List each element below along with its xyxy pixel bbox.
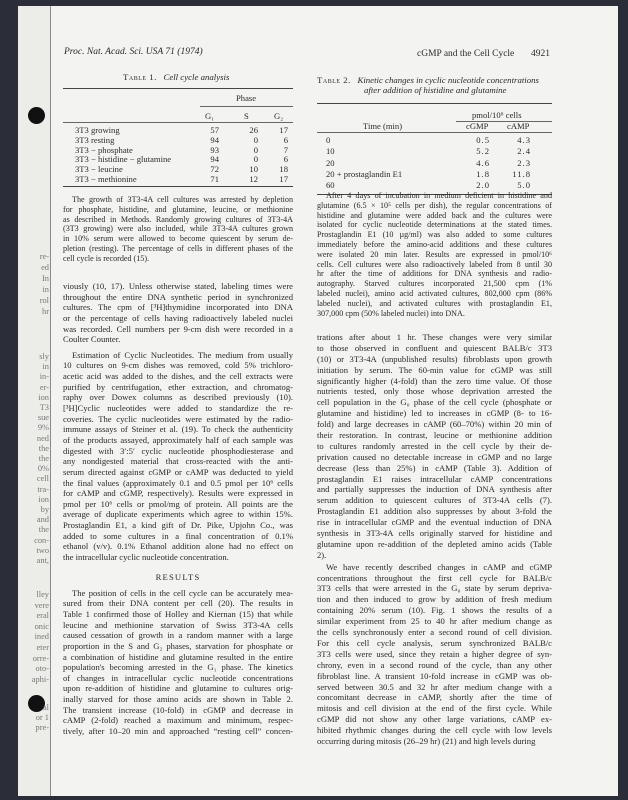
margin-fragment: ant, xyxy=(36,556,49,565)
text-line: served between 30.5 and 32 hr after medium change with a xyxy=(317,681,552,692)
unit-header: pmol/10⁶ cells xyxy=(472,110,522,120)
margin-fragment: and xyxy=(36,515,49,525)
text-line: Table 1 confirmed those of Holley and Kiernan (15) that while xyxy=(63,608,293,619)
margin-fragment: lley xyxy=(36,590,49,599)
cell-value: 1.8 xyxy=(476,168,490,179)
cell-value: 12 xyxy=(249,174,258,184)
text-line: The position of cells in the cell cycle can be accurately mea- xyxy=(72,587,293,598)
column-header: cAMP xyxy=(507,121,530,131)
text-line: The growth of 3T3-4A cell cultures was arrested by depletion xyxy=(72,195,293,204)
cell-value: 0 xyxy=(253,154,258,165)
text-line: for phosphate, histidine, and glutamine, leucine, or methionine xyxy=(63,204,293,214)
text-line: Coulter Counter. xyxy=(63,334,121,345)
text-line: to cultures randomly arrested in the cell cycle by their de- xyxy=(317,440,552,451)
cell-value: 10 xyxy=(249,164,258,175)
text-line: hr after the time of additions for DNA synthesis and radio- xyxy=(317,269,552,279)
time-value: 20 + prostaglandin E1 xyxy=(326,168,403,179)
margin-fragment: eter xyxy=(36,643,49,652)
table-2-caption xyxy=(317,191,552,318)
margin-fragment: vere xyxy=(34,600,49,610)
time-header: Time (min) xyxy=(363,121,403,131)
text-line: digested with 3′:5′ cyclic nucleotide phosphodiesterase and xyxy=(63,445,293,456)
text-line: inally starved for those amino acids are shown in Table 2. xyxy=(63,694,293,705)
table-label: Table 1. xyxy=(123,72,157,82)
text-line: For this cell cycle analysis, serum synchronized BALB/c xyxy=(317,637,552,648)
text-line: containing 20% serum (10). Fig. 1 shows the results of a xyxy=(317,605,552,616)
cell-value: 18 xyxy=(279,164,288,175)
text-line: decrease (less than 25%) in cAMP (Table 3). Addition of xyxy=(317,462,552,473)
text-line: trations after about 1 hr. These changes were very similar xyxy=(317,332,552,342)
margin-fragment: re- xyxy=(39,252,49,261)
text-line: of the products assayed, approximately half of each sample was xyxy=(63,434,293,445)
text-line: glutamine and histidine) led to increases in cGMP (8- to 16- xyxy=(317,408,552,419)
margin-fragment: ined xyxy=(34,632,49,642)
cell-value: 57 xyxy=(210,125,219,135)
margin-fragment: rol xyxy=(39,296,49,305)
margin-fragment: in xyxy=(42,285,49,294)
row-label: 3T3 resting xyxy=(75,134,115,145)
text-line: of changes in intracellular cyclic nucleotide concentrations xyxy=(63,672,293,683)
text-line: acetic acid was added to the dishes, and the cell extracts were xyxy=(63,371,293,382)
text-line: in 10% serum were allowed to become quiescent by serum de- xyxy=(63,234,293,244)
table-title-line: after addition of histidine and glutamine xyxy=(364,85,507,95)
cell-value: 4.3 xyxy=(517,135,531,145)
cell-value: 71 xyxy=(210,174,219,184)
paragraph-cell-cycle xyxy=(317,562,552,747)
column-header: G₁ xyxy=(205,111,215,121)
text-line: the intracellular cyclic nucleotide concentration. xyxy=(63,552,229,563)
text-line: fold) and large decreases in cAMP (60–70%) within 20 min of xyxy=(317,419,552,430)
text-line: (3T3 growing) were also included, while 3T3-4A cultures grown xyxy=(63,224,293,234)
cell-value: 26 xyxy=(249,125,258,135)
time-value: 60 xyxy=(326,180,335,191)
text-line: serum directed against cGMP or cAMP was deducted to yield xyxy=(63,466,293,477)
text-line: pmol per 10⁶ cells or pmol/mg of protein. All points are the xyxy=(63,498,293,509)
running-title: cGMP and the Cell Cycle xyxy=(417,49,515,59)
text-line: viously (10, 17). Unless otherwise stated, labeling times were xyxy=(63,281,293,291)
cell-value: 4.6 xyxy=(476,157,490,168)
table-title-line: Kinetic changes in cyclic nucleotide concentrations xyxy=(357,75,539,85)
text-line: added to some cultures in a final concentration of 0.1% xyxy=(63,530,293,541)
text-line: immune assays of Steiner et al. (19). To check the authenticity xyxy=(63,424,293,435)
margin-fragment: eral xyxy=(36,611,49,621)
cell-value: 6 xyxy=(283,134,288,145)
cell-value: 6 xyxy=(283,154,288,165)
cell-value: 11.8 xyxy=(512,168,531,179)
margin-fragment: ned xyxy=(36,433,49,443)
text-line: cell cycle is recorded (15). xyxy=(63,253,150,263)
text-line: 307,000 cpm (50% labeled nuclei) into DNA. xyxy=(317,308,465,318)
phase-header: Phase xyxy=(236,93,257,103)
text-line: Prostaglandin E1, a kind gift of Dr. Pike, Upjohn Co., was xyxy=(63,520,293,531)
margin-fragment: T3 xyxy=(39,403,49,412)
paragraph xyxy=(317,332,552,561)
text-line: the cells synchronously enter a second round of cell division. xyxy=(317,627,552,638)
text-line: After 4 days of incubation in medium deficient in histidine and xyxy=(326,191,552,200)
time-value: 0 xyxy=(326,135,331,145)
text-line: synthesis in 3T3-4A cells originally starved for histidine and xyxy=(317,528,552,539)
text-line: occurring during mitosis (26–29 hr) (21) and high levels during xyxy=(317,735,536,746)
margin-fragment: two xyxy=(36,545,49,555)
text-line: initiation by serum. The 60-min value for cGMP was still xyxy=(317,364,552,375)
table-title: Cell cycle analysis xyxy=(163,72,230,82)
text-line: any nondigested material that cross-reacted with the anti- xyxy=(63,456,293,467)
text-line: cell population in the G₀ phase of the cell cycle (phosphate or xyxy=(317,397,552,408)
margin-fragment: aphi- xyxy=(31,674,49,684)
column-header: G₂ xyxy=(274,111,284,121)
text-line: We have recently described changes in cAMP and cGMP xyxy=(326,561,552,572)
text-line: Prostaglandin E1 (10 µg/ml) was also added to some cultures xyxy=(317,230,552,240)
text-line: autography. Starved cultures incorporated 21,500 cpm (1% xyxy=(317,279,552,289)
margin-fragment: 9% xyxy=(37,423,49,433)
table-1-caption xyxy=(63,195,293,264)
text-line: privation caused no detectable increase in cGMP and no large xyxy=(317,451,552,462)
paragraph-results xyxy=(63,588,293,737)
text-line: raphy over Dowex columns as described previously (10). xyxy=(63,392,293,403)
cell-value: 94 xyxy=(210,134,219,145)
cell-value: 2.3 xyxy=(517,157,531,168)
text-line: for cAMP and cGMP, respectively). Results were expressed in xyxy=(63,488,293,499)
journal-citation: Proc. Nat. Acad. Sci. USA 71 (1974) xyxy=(64,47,203,57)
margin-fragment: onic xyxy=(34,621,49,631)
margin-fragment: sue xyxy=(37,413,49,423)
margin-fragment: in- xyxy=(39,372,49,382)
text-line: glutamine (6.5 × 10⁵ cells per dish), the regular concentrations of xyxy=(317,200,552,210)
text-line: significantly higher (4-fold) than the zero time value. Of those xyxy=(317,375,552,386)
text-line: 3T3 cells that were arrested in the G₀ state by serum depriva- xyxy=(317,583,552,594)
text-line: cultures. The cpm of [³H]thymidine incorporated into DNA xyxy=(63,302,293,313)
margin-fragment: in xyxy=(42,362,49,372)
text-line: labeled nuclei), amino acid activated cultures, 802,000 cpm (86% xyxy=(317,288,552,298)
text-line: cGMP did not show any other large variations, cAMP ex- xyxy=(317,714,552,725)
text-line: purified by centrifugation, ether extraction, and chromatog- xyxy=(63,381,293,392)
text-line: similar experiment from 25 to 40 hr after medium change as xyxy=(317,616,552,627)
cell-value: 2.4 xyxy=(517,146,531,157)
page-number: 4921 xyxy=(531,49,550,59)
text-line: isolated for cyclic nucleotide determinations at the stated times. xyxy=(317,220,552,230)
row-label: 3T3 growing xyxy=(75,125,120,135)
margin-fragment: al xyxy=(42,703,49,712)
cell-value: 2.0 xyxy=(476,180,490,191)
margin-fragment: or 1 xyxy=(35,713,49,722)
margin-fragment: the xyxy=(38,443,49,453)
cell-value: 7 xyxy=(283,144,288,155)
cell-value: 0 xyxy=(253,134,258,145)
cell-value: 0 xyxy=(253,144,258,155)
text-line: chrony, even in a second round of the cycle, than any other xyxy=(317,659,552,670)
table-label: Table 2. xyxy=(317,75,351,85)
text-line: 2). xyxy=(317,549,327,560)
text-line: 10 cultures on 9-cm dishes was removed, cold 5% trichloro- xyxy=(63,360,293,371)
text-line: upon re-addition of histidine and glutamine to cultures orig- xyxy=(63,683,293,694)
row-label: 3T3 − leucine xyxy=(75,164,123,175)
text-line: 3T3 cells were used, since they retain a higher degree of syn- xyxy=(317,648,552,659)
row-label: 3T3 − phosphate xyxy=(75,144,133,155)
text-line: tively, after 10–20 min and approached “resting cell” concen- xyxy=(63,725,293,736)
text-line: glutamine upon re-addition of the depleted amino acids (Table xyxy=(317,538,552,549)
text-line: were isolated 20 min later. Results are expressed in pmol/10⁶ xyxy=(317,249,552,259)
cell-value: 17 xyxy=(279,125,288,135)
margin-fragment: er- xyxy=(39,382,49,392)
text-line: prostaglandin E1 raises intracellular cAMP concentrations xyxy=(317,473,552,484)
cell-value: 5.2 xyxy=(476,146,490,157)
text-line: average of duplicate experiments which agree to within 15%. xyxy=(63,509,293,520)
cell-value: 93 xyxy=(210,144,219,155)
text-line: The transient increase (10-fold) in cGMP and decrease in xyxy=(63,704,293,715)
cell-value: 72 xyxy=(210,164,219,175)
margin-fragment: sly xyxy=(39,352,49,361)
results-heading: RESULTS xyxy=(155,571,201,582)
column-header: cGMP xyxy=(466,121,489,131)
text-line: Prostaglandin E1 addition also suppresses by about 3-fold the xyxy=(317,506,552,517)
text-line: sured from their DNA content per cell (20). The results in xyxy=(63,598,293,609)
cell-value: 17 xyxy=(279,174,288,184)
text-line: or the percentage of cells having radioactively labeled nuclei xyxy=(63,312,293,323)
text-line: rise in intracellular cGMP and the eventual induction of DNA xyxy=(317,517,552,528)
text-line: was recorded. Cell numbers per 9-cm dish were recorded in a xyxy=(63,323,293,334)
margin-fragment: the xyxy=(38,525,49,535)
text-line: hibited rhythmic changes during the cell cycle with low levels xyxy=(317,725,552,736)
text-line: tion and then induced to grow by addition of fresh medium xyxy=(317,594,552,605)
text-line: Estimation of Cyclic Nucleotides. The medium from usually xyxy=(72,349,293,360)
text-line: concomitant decrease in cAMP, shortly after the time of xyxy=(317,692,552,703)
time-value: 10 xyxy=(326,146,335,157)
text-line: histidine and glutamine were added back and the cultures were xyxy=(317,210,552,220)
text-line: the final values (approximately 0.1 and 0.5 pmol per 10⁶ cells xyxy=(63,477,293,488)
text-line: pletion (resting). The percentage of cells in different phases of the xyxy=(63,243,293,253)
row-label: 3T3 − methionine xyxy=(75,174,137,184)
text-line: fibroblast line. A transient 10-fold increase in cGMP was ob- xyxy=(317,670,552,681)
text-line: a combination of histidine and glutamine resulted in the entire xyxy=(63,651,293,662)
text-line: leucine and methionine starvation of Swiss 3T3-4A cells xyxy=(63,619,293,630)
text-line: caused cessation of growth in a random manner with a large xyxy=(63,630,293,641)
margin-fragment: hr xyxy=(42,307,49,316)
text-line: coveries. The cyclic nucleotides were estimated by the radio- xyxy=(63,413,293,424)
text-line: as described in Methods. Randomly growing cultures of 3T3-4A xyxy=(63,214,293,224)
margin-fragment: con- xyxy=(34,535,49,545)
margin-fragment: ion xyxy=(38,392,49,402)
margin-fragment: oto- xyxy=(35,664,49,674)
text-line: mitosis and cell division at the end of the first cycle. While xyxy=(317,703,552,714)
text-line: concentrations throughout the first cell cycle for BALB/c xyxy=(317,572,552,583)
margin-fragment: In xyxy=(42,274,49,283)
margin-fragment: the xyxy=(38,454,49,463)
text-line: [³H]Cyclic nucleotides were added to standardize the re- xyxy=(63,403,293,414)
text-line: ethanol (v/v). 0.1% Ethanol addition alone had no effect on xyxy=(63,541,293,552)
text-line: cells. Cell cultures were also radioactively labeled from 8 until 30 xyxy=(317,259,552,269)
text-line: and partially suppresses the induction of DNA synthesis after xyxy=(317,484,552,495)
text-line: (10) or 3T3-4A (unpublished results) fibroblasts upon growth xyxy=(317,353,552,364)
time-value: 20 xyxy=(326,157,335,168)
cell-value: 0.5 xyxy=(476,135,490,145)
paragraph xyxy=(63,281,293,345)
text-line: their restoration. In contrast, leucine or methionine addition xyxy=(317,430,552,441)
margin-fragment: tra- xyxy=(37,484,49,494)
punch-hole xyxy=(28,107,45,124)
text-line: immediately before the amino-acid additions and these cultures xyxy=(317,239,552,249)
text-line: labeled nuclei), and activated cultures with prostaglandin E1, xyxy=(317,298,552,308)
row-label: 3T3 − histidine − glutamine xyxy=(75,154,172,165)
text-line: throughout the entire DNA synthetic period in synchronized xyxy=(63,291,293,302)
margin-fragment: cell xyxy=(36,474,49,484)
text-line: serum addition to quiescent cultures of 3T3-4A cells (7). xyxy=(317,495,552,506)
text-line: population's becoming arrested in the G₁ phase. The kinetics xyxy=(63,662,293,673)
cell-value: 94 xyxy=(210,154,219,165)
cell-value: 5.0 xyxy=(517,180,531,191)
paragraph-methods-cyclic-nucleotides xyxy=(63,350,293,563)
left-column xyxy=(63,281,293,737)
table-1-title xyxy=(123,72,229,82)
text-line: nutrients tested, only those whose deprivation arrested the xyxy=(317,386,552,397)
margin-fragment: pre- xyxy=(35,723,49,732)
table-2-title xyxy=(317,75,539,85)
column-header: S xyxy=(244,111,249,121)
margin-fragment: orre- xyxy=(32,653,49,663)
margin-fragment: ion xyxy=(38,494,49,504)
text-line: proportion in the S and G₂ phases, starvation for phosphate or xyxy=(63,640,293,651)
right-column xyxy=(317,332,552,747)
margin-fragment: ed xyxy=(41,263,49,272)
margin-fragment: by xyxy=(40,505,49,514)
margin-fragment: 0% xyxy=(37,464,49,474)
text-line: to those observed in confluent and quiescent BALB/c 3T3 xyxy=(317,342,552,353)
text-line: cAMP (2-fold) reached a maximum and minimum, respec- xyxy=(63,715,293,726)
